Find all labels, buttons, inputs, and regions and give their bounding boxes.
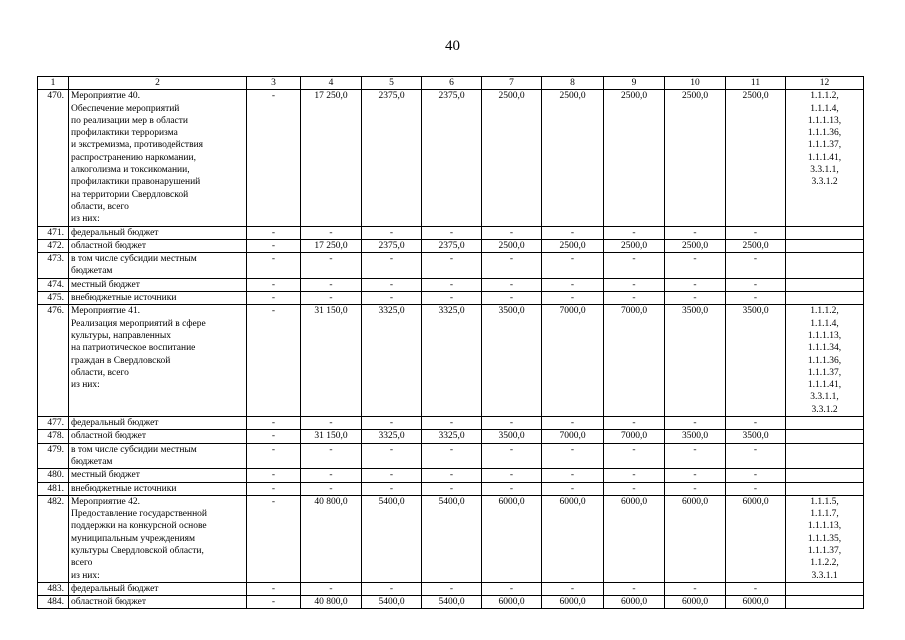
target-codes-cell xyxy=(786,469,864,482)
col7-cell: 6000,0 xyxy=(482,596,542,609)
col3-cell: - xyxy=(247,495,301,582)
col7-cell: - xyxy=(482,253,542,279)
col11-cell: 6000,0 xyxy=(726,495,786,582)
table-row xyxy=(38,90,864,226)
col3-cell: - xyxy=(247,292,301,305)
col7-cell: - xyxy=(482,582,542,595)
col6-cell: 3325,0 xyxy=(422,430,482,443)
total-cell: - xyxy=(301,443,362,469)
total-cell: 17 250,0 xyxy=(301,90,362,226)
header-cell: 9 xyxy=(604,77,665,90)
col10-cell: - xyxy=(665,482,726,495)
table-row xyxy=(38,278,864,291)
target-codes-cell: 1.1.1.5, 1.1.1.7, 1.1.1.13, 1.1.1.35, 1.1.1.37, 1.1.2.2, 3.3.1.1 xyxy=(786,495,864,582)
col9-cell: - xyxy=(604,226,665,239)
total-cell: - xyxy=(301,253,362,279)
target-codes-cell xyxy=(786,596,864,609)
col3-cell: - xyxy=(247,90,301,226)
item-name-cell: федеральный бюджет xyxy=(69,226,247,239)
header-cell: 8 xyxy=(542,77,604,90)
col8-cell: - xyxy=(542,443,604,469)
target-codes-cell xyxy=(786,292,864,305)
row-number-cell: 478. xyxy=(38,430,69,443)
row-number-cell: 479. xyxy=(38,443,69,469)
col9-cell: - xyxy=(604,253,665,279)
target-codes-cell xyxy=(786,582,864,595)
col7-cell: 3500,0 xyxy=(482,430,542,443)
col9-cell: - xyxy=(604,582,665,595)
row-number-cell: 471. xyxy=(38,226,69,239)
col9-cell: 6000,0 xyxy=(604,596,665,609)
col11-cell: - xyxy=(726,417,786,430)
col7-cell: 3500,0 xyxy=(482,305,542,417)
total-cell: - xyxy=(301,582,362,595)
header-cell: 10 xyxy=(665,77,726,90)
col5-cell: 2375,0 xyxy=(362,90,422,226)
col9-cell: 2500,0 xyxy=(604,239,665,252)
col6-cell: - xyxy=(422,226,482,239)
col11-cell: 6000,0 xyxy=(726,596,786,609)
total-cell: 31 150,0 xyxy=(301,305,362,417)
col10-cell: - xyxy=(665,469,726,482)
item-name-cell: местный бюджет xyxy=(69,469,247,482)
col9-cell: 2500,0 xyxy=(604,90,665,226)
col7-cell: - xyxy=(482,278,542,291)
col11-cell: - xyxy=(726,469,786,482)
row-number-cell: 472. xyxy=(38,239,69,252)
col5-cell: - xyxy=(362,253,422,279)
col7-cell: - xyxy=(482,443,542,469)
col10-cell: 3500,0 xyxy=(665,430,726,443)
col10-cell: 2500,0 xyxy=(665,239,726,252)
col8-cell: 6000,0 xyxy=(542,495,604,582)
col10-cell: 6000,0 xyxy=(665,596,726,609)
table-row xyxy=(38,253,864,279)
target-codes-cell xyxy=(786,443,864,469)
total-cell: 40 800,0 xyxy=(301,596,362,609)
total-cell: - xyxy=(301,482,362,495)
col8-cell: - xyxy=(542,482,604,495)
col3-cell: - xyxy=(247,430,301,443)
item-name-cell: областной бюджет xyxy=(69,239,247,252)
item-name-cell: областной бюджет xyxy=(69,596,247,609)
col11-cell: - xyxy=(726,292,786,305)
col11-cell: - xyxy=(726,226,786,239)
col5-cell: - xyxy=(362,417,422,430)
header-cell: 11 xyxy=(726,77,786,90)
row-number-cell: 483. xyxy=(38,582,69,595)
table-row xyxy=(38,417,864,430)
header-cell: 4 xyxy=(301,77,362,90)
row-number-cell: 481. xyxy=(38,482,69,495)
col11-cell: - xyxy=(726,582,786,595)
total-cell: - xyxy=(301,292,362,305)
item-name-cell: местный бюджет xyxy=(69,278,247,291)
total-cell: - xyxy=(301,469,362,482)
col11-cell: 2500,0 xyxy=(726,239,786,252)
col9-cell: - xyxy=(604,482,665,495)
target-codes-cell xyxy=(786,430,864,443)
col3-cell: - xyxy=(247,278,301,291)
col8-cell: - xyxy=(542,417,604,430)
table-row xyxy=(38,582,864,595)
total-cell: 31 150,0 xyxy=(301,430,362,443)
total-cell: 17 250,0 xyxy=(301,239,362,252)
col9-cell: 7000,0 xyxy=(604,305,665,417)
page-number: 40 xyxy=(445,38,460,54)
col5-cell: 2375,0 xyxy=(362,239,422,252)
col5-cell: 5400,0 xyxy=(362,596,422,609)
col6-cell: 3325,0 xyxy=(422,305,482,417)
col5-cell: - xyxy=(362,292,422,305)
table-row xyxy=(38,596,864,609)
col5-cell: 3325,0 xyxy=(362,305,422,417)
item-name-cell: Мероприятие 40. Обеспечение мероприятий по реализации мер в области профилактики терроризма и экстремизма, противодействия распространению наркомании, алкоголизма и токсикомании, профилактики правонарушений на территории Свердловской области, всего из них: xyxy=(69,90,247,226)
col6-cell: - xyxy=(422,292,482,305)
target-codes-cell: 1.1.1.2, 1.1.1.4, 1.1.1.13, 1.1.1.34, 1.1.1.36, 1.1.1.37, 1.1.1.41, 3.3.1.1, 3.3.1.2 xyxy=(786,305,864,417)
target-codes-cell xyxy=(786,253,864,279)
col3-cell: - xyxy=(247,417,301,430)
budget-table xyxy=(37,76,864,609)
row-number-cell: 482. xyxy=(38,495,69,582)
total-cell: - xyxy=(301,226,362,239)
col6-cell: - xyxy=(422,443,482,469)
col11-cell: - xyxy=(726,278,786,291)
col10-cell: - xyxy=(665,443,726,469)
row-number-cell: 470. xyxy=(38,90,69,226)
col10-cell: - xyxy=(665,582,726,595)
item-name-cell: Мероприятие 41. Реализация мероприятий в сфере культуры, направленных на патриотическое воспитание граждан в Свердловской области, всего из них: xyxy=(69,305,247,417)
col7-cell: 2500,0 xyxy=(482,90,542,226)
col6-cell: 2375,0 xyxy=(422,90,482,226)
col6-cell: - xyxy=(422,417,482,430)
col8-cell: 2500,0 xyxy=(542,90,604,226)
col10-cell: - xyxy=(665,226,726,239)
table-row xyxy=(38,443,864,469)
col9-cell: 6000,0 xyxy=(604,495,665,582)
col8-cell: - xyxy=(542,226,604,239)
row-number-cell: 475. xyxy=(38,292,69,305)
col11-cell: - xyxy=(726,253,786,279)
col9-cell: - xyxy=(604,278,665,291)
col11-cell: 2500,0 xyxy=(726,90,786,226)
item-name-cell: внебюджетные источники xyxy=(69,292,247,305)
item-name-cell: федеральный бюджет xyxy=(69,582,247,595)
col10-cell: 6000,0 xyxy=(665,495,726,582)
header-cell: 1 xyxy=(38,77,69,90)
col8-cell: - xyxy=(542,278,604,291)
row-number-cell: 474. xyxy=(38,278,69,291)
col6-cell: - xyxy=(422,482,482,495)
col11-cell: 3500,0 xyxy=(726,305,786,417)
table-row xyxy=(38,495,864,582)
col6-cell: - xyxy=(422,582,482,595)
col11-cell: - xyxy=(726,482,786,495)
item-name-cell: в том числе субсидии местным бюджетам xyxy=(69,443,247,469)
col10-cell: 2500,0 xyxy=(665,90,726,226)
col8-cell: - xyxy=(542,469,604,482)
col5-cell: - xyxy=(362,482,422,495)
col8-cell: - xyxy=(542,292,604,305)
col3-cell: - xyxy=(247,469,301,482)
table-row xyxy=(38,305,864,417)
total-cell: 40 800,0 xyxy=(301,495,362,582)
col9-cell: - xyxy=(604,443,665,469)
target-codes-cell xyxy=(786,239,864,252)
col5-cell: 5400,0 xyxy=(362,495,422,582)
col6-cell: - xyxy=(422,469,482,482)
header-cell: 2 xyxy=(69,77,247,90)
col10-cell: - xyxy=(665,292,726,305)
item-name-cell: в том числе субсидии местным бюджетам xyxy=(69,253,247,279)
col8-cell: 6000,0 xyxy=(542,596,604,609)
col3-cell: - xyxy=(247,239,301,252)
col5-cell: - xyxy=(362,226,422,239)
col7-cell: - xyxy=(482,469,542,482)
row-number-cell: 484. xyxy=(38,596,69,609)
item-name-cell: федеральный бюджет xyxy=(69,417,247,430)
row-number-cell: 473. xyxy=(38,253,69,279)
header-cell: 12 xyxy=(786,77,864,90)
col3-cell: - xyxy=(247,596,301,609)
col5-cell: 3325,0 xyxy=(362,430,422,443)
header-cell: 3 xyxy=(247,77,301,90)
col3-cell: - xyxy=(247,226,301,239)
col9-cell: - xyxy=(604,469,665,482)
table-row xyxy=(38,239,864,252)
col10-cell: - xyxy=(665,253,726,279)
col3-cell: - xyxy=(247,443,301,469)
col9-cell: 7000,0 xyxy=(604,430,665,443)
table-body xyxy=(38,77,864,609)
col3-cell: - xyxy=(247,305,301,417)
col8-cell: 7000,0 xyxy=(542,305,604,417)
item-name-cell: внебюджетные источники xyxy=(69,482,247,495)
col3-cell: - xyxy=(247,482,301,495)
col5-cell: - xyxy=(362,469,422,482)
col8-cell: 7000,0 xyxy=(542,430,604,443)
table-row xyxy=(38,226,864,239)
col6-cell: 5400,0 xyxy=(422,596,482,609)
header-cell: 7 xyxy=(482,77,542,90)
col11-cell: 3500,0 xyxy=(726,430,786,443)
col5-cell: - xyxy=(362,443,422,469)
col10-cell: - xyxy=(665,417,726,430)
header-cell: 6 xyxy=(422,77,482,90)
row-number-cell: 476. xyxy=(38,305,69,417)
col6-cell: - xyxy=(422,278,482,291)
col3-cell: - xyxy=(247,582,301,595)
row-number-cell: 480. xyxy=(38,469,69,482)
col11-cell: - xyxy=(726,443,786,469)
target-codes-cell xyxy=(786,417,864,430)
table-row xyxy=(38,482,864,495)
col7-cell: 2500,0 xyxy=(482,239,542,252)
table-row xyxy=(38,292,864,305)
col8-cell: - xyxy=(542,582,604,595)
row-number-cell: 477. xyxy=(38,417,69,430)
header-cell: 5 xyxy=(362,77,422,90)
col6-cell: - xyxy=(422,253,482,279)
target-codes-cell: 1.1.1.2, 1.1.1.4, 1.1.1.13, 1.1.1.36, 1.1.1.37, 1.1.1.41, 3.3.1.1, 3.3.1.2 xyxy=(786,90,864,226)
col9-cell: - xyxy=(604,292,665,305)
target-codes-cell xyxy=(786,278,864,291)
col8-cell: 2500,0 xyxy=(542,239,604,252)
col7-cell: - xyxy=(482,482,542,495)
col6-cell: 2375,0 xyxy=(422,239,482,252)
item-name-cell: Мероприятие 42. Предоставление государственной поддержки на конкурсной основе муниципальным учреждениям культуры Свердловской области, всего из них: xyxy=(69,495,247,582)
total-cell: - xyxy=(301,417,362,430)
col6-cell: 5400,0 xyxy=(422,495,482,582)
col5-cell: - xyxy=(362,278,422,291)
target-codes-cell xyxy=(786,482,864,495)
table-header-row xyxy=(38,77,864,90)
col7-cell: - xyxy=(482,417,542,430)
total-cell: - xyxy=(301,278,362,291)
item-name-cell: областной бюджет xyxy=(69,430,247,443)
col8-cell: - xyxy=(542,253,604,279)
table-row xyxy=(38,469,864,482)
col7-cell: - xyxy=(482,226,542,239)
col9-cell: - xyxy=(604,417,665,430)
col5-cell: - xyxy=(362,582,422,595)
col10-cell: - xyxy=(665,278,726,291)
target-codes-cell xyxy=(786,226,864,239)
col10-cell: 3500,0 xyxy=(665,305,726,417)
col7-cell: - xyxy=(482,292,542,305)
col3-cell: - xyxy=(247,253,301,279)
col7-cell: 6000,0 xyxy=(482,495,542,582)
table-row xyxy=(38,430,864,443)
